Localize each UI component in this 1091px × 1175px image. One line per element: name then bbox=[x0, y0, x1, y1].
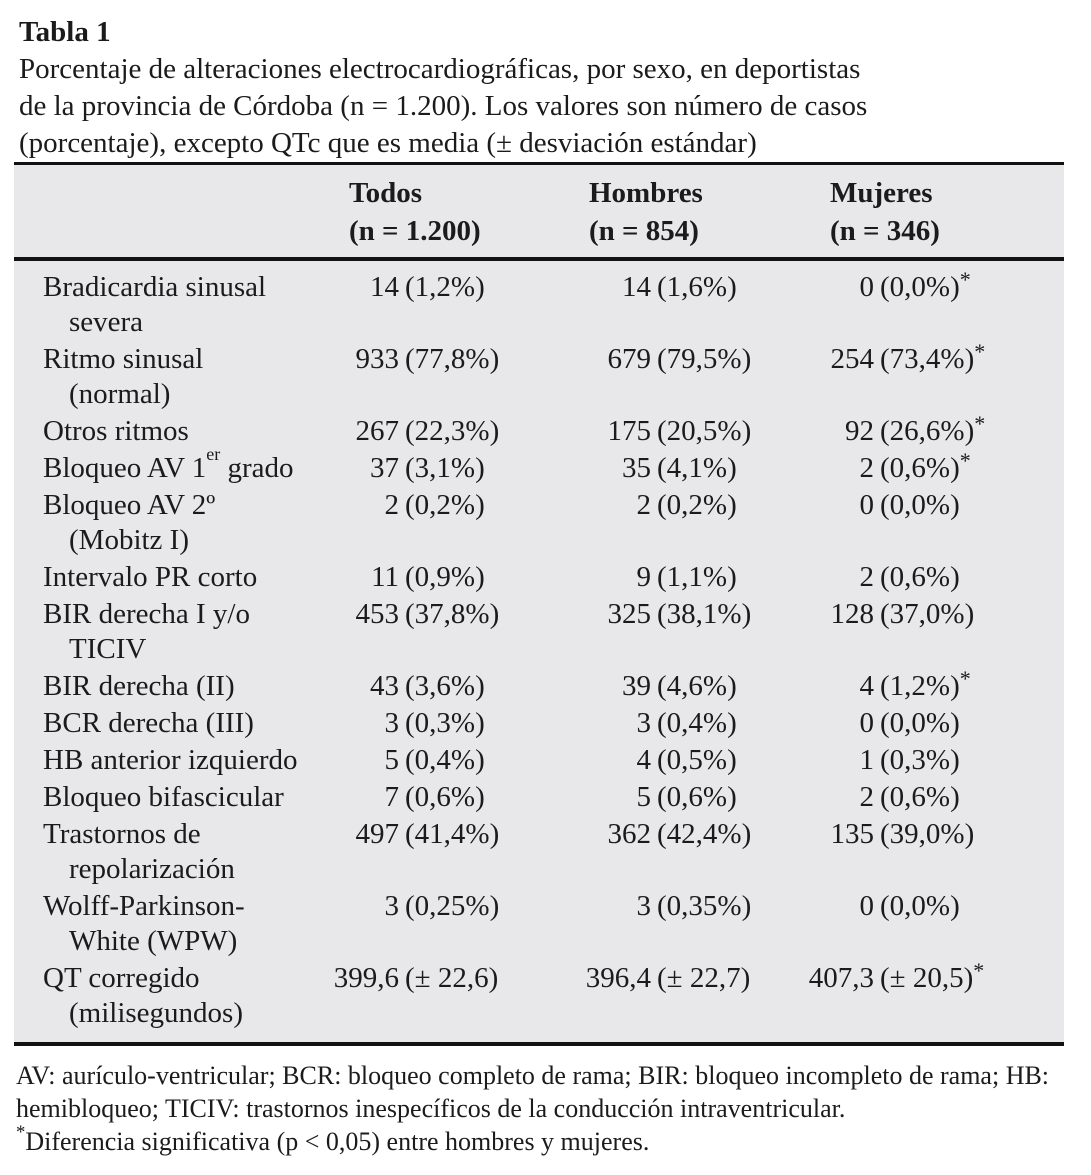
cell-hombres bbox=[546, 342, 798, 412]
row-label-line1: Wolff-Parkinson- bbox=[43, 890, 245, 922]
cell-mujeres bbox=[798, 743, 1064, 778]
significance-note bbox=[16, 1122, 1071, 1158]
cell-hombres bbox=[546, 451, 798, 486]
cell-number: 11 bbox=[371, 561, 399, 593]
cell-mujeres: 4 (1,2%) * bbox=[798, 669, 1064, 704]
cell-number: 39 bbox=[622, 670, 651, 702]
row-label-line1: Bloqueo AV 1er grado bbox=[43, 443, 294, 484]
cell-mujeres bbox=[798, 817, 1064, 887]
cell-percentage: (0,6%) bbox=[657, 781, 737, 813]
cell-percentage: (79,5%) bbox=[657, 343, 752, 375]
cell-hombres bbox=[546, 743, 798, 778]
cell-number: 92 bbox=[845, 415, 874, 447]
table-footnotes bbox=[14, 1059, 1071, 1158]
cell-todos bbox=[309, 669, 546, 704]
table-row bbox=[14, 780, 1064, 817]
cell-hombres bbox=[546, 414, 798, 449]
row-label bbox=[14, 743, 309, 778]
table-header-row bbox=[14, 165, 1064, 261]
row-label-line2: TICIV bbox=[69, 633, 147, 665]
cell-number: 128 bbox=[830, 598, 874, 630]
table-row bbox=[14, 488, 1064, 560]
table-row bbox=[14, 597, 1064, 669]
cell-hombres bbox=[546, 560, 798, 595]
header-cell-todos bbox=[309, 174, 546, 250]
cell-percentage: (1,6%) bbox=[657, 271, 737, 303]
row-label-line1: Ritmo sinusal bbox=[43, 343, 204, 375]
header-hombres-line1: Hombres bbox=[589, 177, 703, 209]
table-row bbox=[14, 817, 1064, 889]
cell-number: 9 bbox=[636, 561, 651, 593]
cell-hombres bbox=[546, 488, 798, 558]
table-row bbox=[14, 560, 1064, 597]
cell-number: 2 bbox=[859, 561, 874, 593]
row-label-line1: BIR derecha (II) bbox=[43, 670, 235, 702]
cell-percentage: (0,6%) bbox=[405, 781, 485, 813]
cell-number: 2 bbox=[636, 489, 651, 521]
cell-percentage: (4,6%) bbox=[657, 670, 737, 702]
cell-percentage: (42,4%) bbox=[657, 818, 752, 850]
row-label bbox=[14, 817, 309, 887]
cell-percentage: (0,5%) bbox=[657, 744, 737, 776]
cell-percentage: (39,0%) bbox=[880, 818, 975, 850]
cell-todos bbox=[309, 597, 546, 667]
cell-number: 396,4 bbox=[585, 962, 651, 994]
table-row bbox=[14, 411, 1064, 451]
cell-percentage: (0,9%) bbox=[405, 561, 485, 593]
row-label bbox=[14, 414, 309, 449]
cell-mujeres bbox=[798, 560, 1064, 595]
cell-number: 3 bbox=[384, 890, 399, 922]
row-label-line2: severa bbox=[69, 306, 144, 338]
row-label bbox=[14, 669, 309, 704]
cell-number: 4 bbox=[636, 744, 651, 776]
cell-percentage: (0,3%) bbox=[405, 707, 485, 739]
cell-number: 7 bbox=[384, 781, 399, 813]
cell-number: 267 bbox=[355, 415, 399, 447]
cell-number: 3 bbox=[384, 707, 399, 739]
caption-line: Porcentaje de alteraciones electrocardiográficas, por sexo, en deportistas bbox=[19, 53, 861, 85]
cell-number: 362 bbox=[607, 818, 651, 850]
cell-percentage: (38,1%) bbox=[657, 598, 752, 630]
cell-hombres bbox=[546, 961, 798, 1031]
cell-number: 0 bbox=[859, 489, 874, 521]
row-label-line1: BIR derecha I y/o bbox=[43, 598, 250, 630]
cell-mujeres bbox=[798, 597, 1064, 667]
cell-percentage: (22,3%) bbox=[405, 415, 500, 447]
header-hombres-line2: (n = 854) bbox=[589, 215, 699, 247]
table-row bbox=[14, 743, 1064, 780]
cell-todos bbox=[309, 743, 546, 778]
cell-percentage: (± 20,5) bbox=[880, 962, 974, 994]
cell-mujeres bbox=[798, 889, 1064, 959]
cell-percentage: (26,6%) bbox=[880, 415, 975, 447]
data-table bbox=[14, 162, 1064, 1046]
cell-number: 35 bbox=[622, 452, 651, 484]
cell-todos bbox=[309, 488, 546, 558]
header-mujeres-line2: (n = 346) bbox=[830, 215, 940, 247]
cell-mujeres: 407,3 (± 20,5) * bbox=[798, 961, 1064, 1031]
cell-number: 135 bbox=[830, 818, 874, 850]
cell-percentage: (0,2%) bbox=[405, 489, 485, 521]
cell-percentage: (± 22,7) bbox=[657, 962, 751, 994]
row-label-line1: QT corregido bbox=[43, 962, 200, 994]
header-todos-line1: Todos bbox=[349, 177, 423, 209]
cell-todos bbox=[309, 780, 546, 815]
cell-percentage: (0,0%) bbox=[880, 489, 960, 521]
cell-todos bbox=[309, 706, 546, 741]
cell-todos bbox=[309, 560, 546, 595]
row-label bbox=[14, 889, 309, 959]
cell-todos bbox=[309, 270, 546, 340]
table-row bbox=[14, 889, 1064, 961]
cell-percentage: (± 22,6) bbox=[405, 962, 499, 994]
cell-percentage: (0,2%) bbox=[657, 489, 737, 521]
cell-percentage: (0,6%) bbox=[880, 781, 960, 813]
cell-mujeres: 2 (0,6%) * bbox=[798, 451, 1064, 486]
cell-number: 0 bbox=[859, 890, 874, 922]
cell-number: 254 bbox=[830, 343, 874, 375]
cell-mujeres bbox=[798, 488, 1064, 558]
cell-mujeres: 0 (0,0%) * bbox=[798, 270, 1064, 340]
row-label bbox=[14, 780, 309, 815]
header-cell-mujeres bbox=[798, 174, 1064, 250]
row-label-line1: Otros ritmos bbox=[43, 415, 189, 447]
row-label bbox=[14, 706, 309, 741]
cell-number: 1 bbox=[859, 744, 874, 776]
row-label-line1: Bradicardia sinusal bbox=[43, 271, 267, 303]
row-label-line2: White (WPW) bbox=[69, 925, 238, 957]
row-label-line2: (Mobitz I) bbox=[69, 524, 189, 556]
cell-hombres bbox=[546, 669, 798, 704]
table-row bbox=[14, 267, 1064, 342]
cell-percentage: (0,6%) bbox=[880, 561, 960, 593]
row-label bbox=[14, 597, 309, 667]
table-caption bbox=[14, 51, 1077, 162]
cell-percentage: (0,4%) bbox=[657, 707, 737, 739]
cell-number: 399,6 bbox=[333, 962, 399, 994]
cell-percentage: (77,8%) bbox=[405, 343, 500, 375]
cell-number: 2 bbox=[859, 452, 874, 484]
cell-percentage: (0,25%) bbox=[405, 890, 500, 922]
cell-number: 2 bbox=[859, 781, 874, 813]
caption-line: de la provincia de Córdoba (n = 1.200). Los valores son número de casos bbox=[19, 90, 868, 122]
cell-number: 325 bbox=[607, 598, 651, 630]
cell-percentage: (73,4%) bbox=[880, 343, 975, 375]
row-label bbox=[14, 342, 309, 412]
table-row bbox=[14, 339, 1064, 414]
header-cell-empty bbox=[14, 174, 309, 250]
row-label-line1: Bloqueo bifascicular bbox=[43, 781, 284, 813]
row-label bbox=[14, 961, 309, 1031]
table-row bbox=[14, 443, 1064, 488]
cell-number: 43 bbox=[370, 670, 399, 702]
cell-percentage: (1,2%) bbox=[405, 271, 485, 303]
cell-percentage: (1,2%) bbox=[880, 670, 960, 702]
cell-percentage: (0,35%) bbox=[657, 890, 752, 922]
cell-number: 407,3 bbox=[808, 962, 874, 994]
table-row bbox=[14, 666, 1064, 706]
cell-number: 497 bbox=[355, 818, 399, 850]
table-row bbox=[14, 958, 1064, 1033]
cell-number: 679 bbox=[607, 343, 651, 375]
row-label-line1: Bloqueo AV 2º bbox=[43, 489, 216, 521]
cell-number: 3 bbox=[636, 707, 651, 739]
row-label-line2: (normal) bbox=[69, 378, 171, 410]
asterisk-marker: * bbox=[16, 1122, 26, 1144]
cell-percentage: (3,6%) bbox=[405, 670, 485, 702]
cell-number: 3 bbox=[636, 890, 651, 922]
significance-text: Diferencia significativa (p < 0,05) entre hombres y mujeres. bbox=[25, 1127, 650, 1156]
cell-number: 0 bbox=[859, 271, 874, 303]
cell-todos bbox=[309, 451, 546, 486]
row-label-line2: repolarización bbox=[69, 853, 235, 885]
cell-number: 14 bbox=[622, 271, 651, 303]
table-body bbox=[14, 261, 1064, 1042]
cell-number: 5 bbox=[636, 781, 651, 813]
cell-mujeres bbox=[798, 780, 1064, 815]
row-label-line1: Trastornos de bbox=[43, 818, 201, 850]
cell-percentage: (37,0%) bbox=[880, 598, 975, 630]
cell-number: 2 bbox=[384, 489, 399, 521]
cell-hombres bbox=[546, 780, 798, 815]
table-row bbox=[14, 706, 1064, 743]
cell-hombres bbox=[546, 706, 798, 741]
header-todos-line2: (n = 1.200) bbox=[349, 215, 481, 247]
row-label-line1: HB anterior izquierdo bbox=[43, 744, 298, 776]
cell-mujeres bbox=[798, 706, 1064, 741]
cell-number: 453 bbox=[355, 598, 399, 630]
row-label-line2: (milisegundos) bbox=[69, 997, 243, 1029]
cell-percentage: (1,1%) bbox=[657, 561, 737, 593]
cell-mujeres: 92 (26,6%) * bbox=[798, 414, 1064, 449]
cell-percentage: (0,0%) bbox=[880, 707, 960, 739]
cell-hombres bbox=[546, 270, 798, 340]
cell-percentage: (0,3%) bbox=[880, 744, 960, 776]
cell-percentage: (0,0%) bbox=[880, 890, 960, 922]
header-mujeres-line1: Mujeres bbox=[830, 177, 933, 209]
cell-percentage: (37,8%) bbox=[405, 598, 500, 630]
row-label bbox=[14, 443, 309, 486]
row-label bbox=[14, 488, 309, 558]
cell-hombres bbox=[546, 597, 798, 667]
cell-hombres bbox=[546, 817, 798, 887]
cell-percentage: (4,1%) bbox=[657, 452, 737, 484]
cell-todos bbox=[309, 817, 546, 887]
row-label bbox=[14, 560, 309, 595]
header-cell-hombres bbox=[546, 174, 798, 250]
cell-mujeres: 254 (73,4%) * bbox=[798, 342, 1064, 412]
cell-number: 175 bbox=[607, 415, 651, 447]
cell-hombres bbox=[546, 889, 798, 959]
cell-percentage: (0,4%) bbox=[405, 744, 485, 776]
cell-todos bbox=[309, 414, 546, 449]
cell-number: 0 bbox=[859, 707, 874, 739]
cell-number: 37 bbox=[370, 452, 399, 484]
cell-percentage: (0,0%) bbox=[880, 271, 960, 303]
cell-percentage: (41,4%) bbox=[405, 818, 500, 850]
row-label-line1: BCR derecha (III) bbox=[43, 707, 254, 739]
caption-line: (porcentaje), excepto QTc que es media (± desviación estándar) bbox=[19, 127, 757, 159]
table-title: Tabla 1 bbox=[19, 16, 111, 48]
cell-number: 5 bbox=[384, 744, 399, 776]
cell-number: 14 bbox=[370, 271, 399, 303]
cell-todos bbox=[309, 961, 546, 1031]
cell-percentage: (0,6%) bbox=[880, 452, 960, 484]
cell-percentage: (20,5%) bbox=[657, 415, 752, 447]
row-label-line1: Intervalo PR corto bbox=[43, 561, 258, 593]
abbreviations-note: AV: aurículo-ventricular; BCR: bloqueo completo de rama; BIR: bloqueo incompleto de rama; HB: hemibloqueo; TICIV: trastornos inespecíficos de la conducción intraventricular. bbox=[16, 1061, 1050, 1123]
cell-todos bbox=[309, 342, 546, 412]
row-label bbox=[14, 270, 309, 340]
cell-percentage: (3,1%) bbox=[405, 452, 485, 484]
cell-todos bbox=[309, 889, 546, 959]
cell-number: 4 bbox=[859, 670, 874, 702]
cell-number: 933 bbox=[355, 343, 399, 375]
